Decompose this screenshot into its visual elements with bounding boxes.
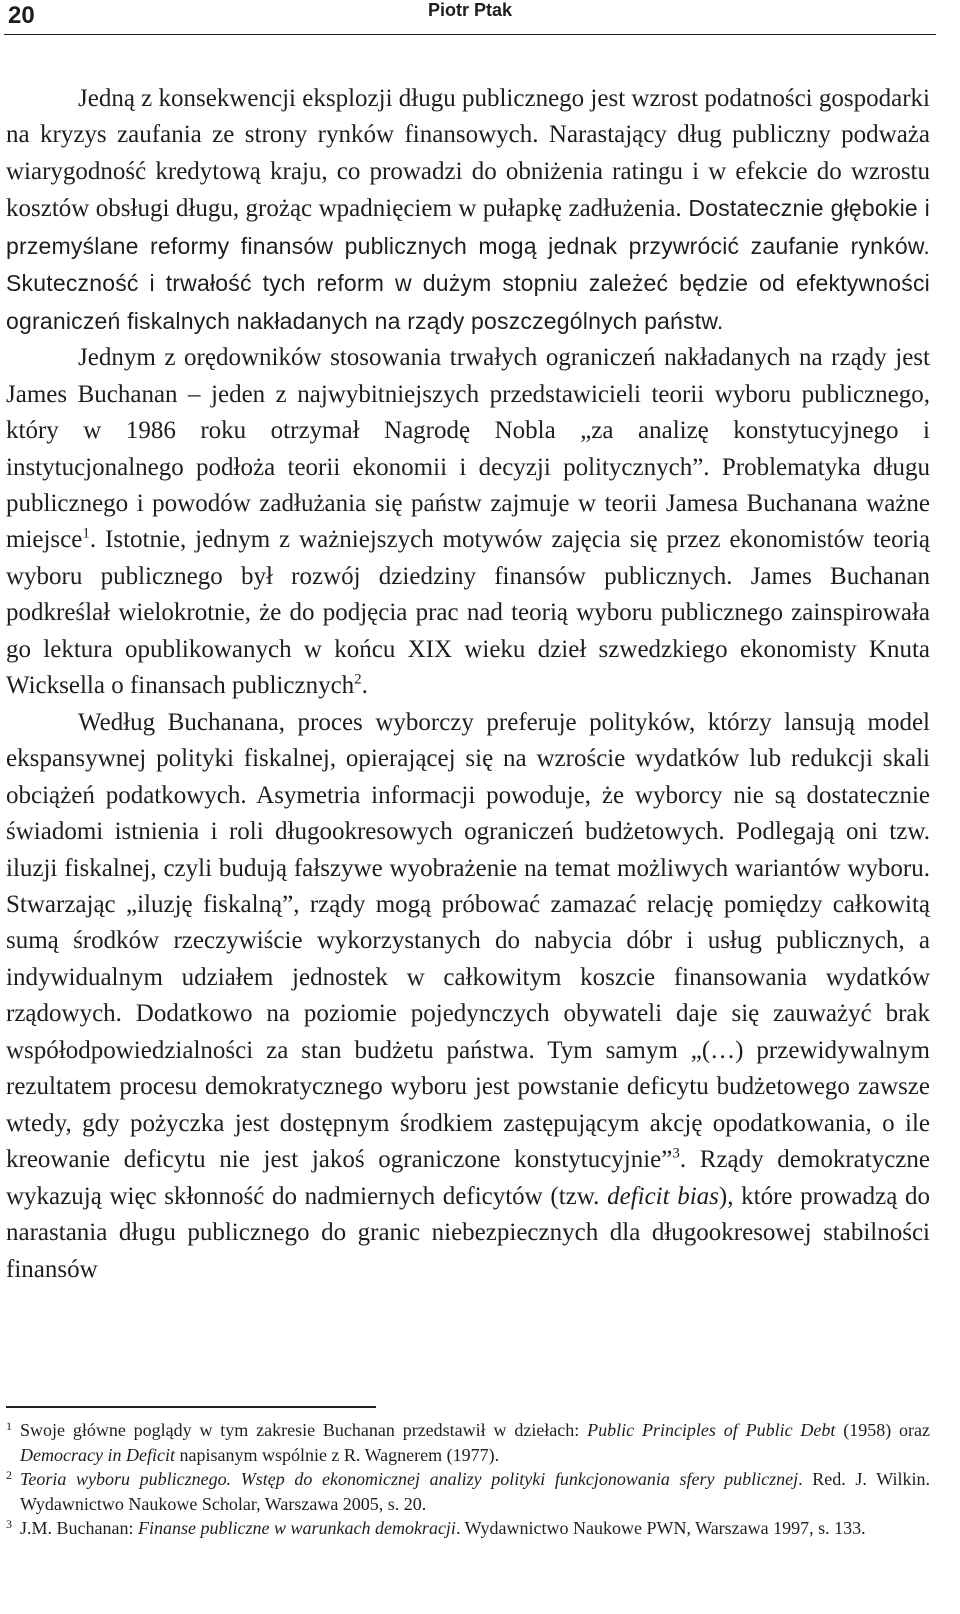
footnote-separator [6, 1406, 376, 1408]
footnote-ref-1[interactable]: 1 [82, 526, 90, 543]
footnote-1-title-b: Democracy in Deficit [20, 1444, 175, 1465]
page-number: 20 [8, 2, 35, 29]
paragraph-2 [6, 340, 930, 705]
paragraph-3-part-b: . Rządy demokratyczne wykazują więc skłonność do nadmiernych deficytów (tzw. [6, 1146, 930, 1210]
footnote-2-mark: 2 [6, 1468, 12, 1482]
footnote-1-mark: 1 [6, 1419, 12, 1433]
footnote-3-text-b: . Wydawnictwo Naukowe PWN, Warszawa 1997, s. 133. [455, 1518, 866, 1538]
page-header [4, 0, 936, 35]
footnote-ref-2[interactable]: 2 [354, 671, 362, 688]
paragraph-1-part-b: Dostatecznie głębokie i przemyślane reformy finansów publicznych mogą jednak przywrócić zaufanie rynków. Skuteczność i trwałość tych reform w dużym stopniu zależeć będzie od efektywności ograniczeń fiskalnych nakładanych na rządy poszczególnych państw. [6, 195, 930, 334]
footnote-2-title: Teoria wyboru publicznego. Wstęp do ekonomicznej analizy polityki funkcjonowania sfery publicznej [20, 1469, 799, 1489]
footnote-3-mark: 3 [6, 1517, 12, 1531]
paragraph-1-part-a: Jedną z konsekwencji eksplozji długu publicznego jest wzrost podatności gospodarki na kryzys zaufania ze strony rynków finansowych. Narastający dług publiczny podważa wiarygodność kredytową kraju, co prowadzi do obniżenia ratingu i w efekcie do wzrostu kosztów obsługi długu, grożąc wpadnięciem w pułapkę zadłużenia. [6, 85, 930, 223]
footnote-1-title-a: Public Principles of Public Debt [587, 1420, 836, 1440]
paragraph-3 [6, 705, 930, 1288]
footnote-2 [6, 1467, 930, 1516]
footnote-1-text-a: Swoje główne poglądy w tym zakresie Buchanan przedstawił w dziełach: [20, 1420, 588, 1440]
footnote-1-text-b: (1958) oraz [835, 1420, 931, 1440]
paragraph-2-part-a: Jednym z orędowników stosowania trwałych ograniczeń nakładanych na rządy jest James Buchanan – jeden z najwybitniejszych przedstawicieli teorii wyboru publicznego, który w 1986 roku otrzymał Nagrodę Nobla „za analizę konstytucyjnego i instytucjonalnego podłoża teorii ekonomii i decyzji politycznych”. Problematyka długu publicznego i powodów zadłużania się państw zajmuje w teorii Jamesa Buchanana ważne miejsce [6, 344, 930, 554]
footnotes [6, 1418, 930, 1541]
footnote-1 [6, 1418, 930, 1467]
paragraph-2-part-c: . [361, 672, 368, 700]
paragraph-1 [6, 81, 930, 340]
footnote-1-text-c: napisanym wspólnie z R. Wagnerem (1977). [174, 1444, 500, 1465]
paragraph-3-part-c: ), które prowadzą do narastania długu publicznego do granic niebezpiecznych dla długookresowej stabilności finansów [6, 1182, 930, 1283]
footnote-ref-3[interactable]: 3 [672, 1145, 680, 1162]
footnote-3 [6, 1516, 930, 1541]
footnote-3-title: Finanse publiczne w warunkach demokracji [137, 1518, 456, 1538]
running-head-author: Piotr Ptak [427, 0, 513, 20]
footnote-3-text-a: J.M. Buchanan: [20, 1518, 138, 1538]
main-text [6, 81, 930, 1288]
paragraph-3-italic-term: deficit bias [607, 1182, 719, 1210]
footnote-2-text: . Red. J. Wilkin. Wydawnictwo Naukowe Scholar, Warszawa 2005, s. 20. [20, 1469, 931, 1514]
paragraph-3-part-a: Według Buchanana, proces wyborczy preferuje polityków, którzy lansują model ekspansywnej polityki fiskalnej, opierającej się na wzroście wydatków lub redukcji skali obciążeń podatkowych. Asymetria informacji powoduje, że wyborcy nie są dostatecznie świadomi istnienia i roli długookresowych ograniczeń budżetowych. Podlegają oni tzw. iluzji fiskalnej, czyli budują fałszywe wyobrażenie na temat możliwych wariantów wyboru. Stwarzając „iluzję fiskalną”, rządy mogą próbować zamazać relację pomiędzy całkowitą sumą środków rzeczywiście wykorzystanych do nabycia dóbr i usług publicznych, a indywidualnym udziałem jednostek w całkowitym koszcie finansowania wydatków rządowych. Dodatkowo na poziomie pojedynczych obywateli daje się zauważyć brak współodpowiedzialności za stan budżetu państwa. Tym samym „(…) przewidywalnym rezultatem procesu demokratycznego wyboru jest powstanie deficytu budżetowego zawsze wtedy, gdy pożyczka jest dostępnym środkiem zastępującym akcję opodatkowania, o ile kreowanie deficytu nie jest jakoś ograniczone konstytucyjnie” [6, 708, 930, 1174]
paragraph-2-part-b: . Istotnie, jednym z ważniejszych motywów zajęcia się przez ekonomistów teorią wyboru publicznego był rozwój dziedziny finansów publicznych. James Buchanan podkreślał wielokrotnie, że do podjęcia prac nad teorią wyboru publicznego zainspirowała go lektura opublikowanych w końcu XIX wieku dzieł szwedzkiego ekonomisty Knuta Wicksella o finansach publicznych [6, 526, 930, 700]
